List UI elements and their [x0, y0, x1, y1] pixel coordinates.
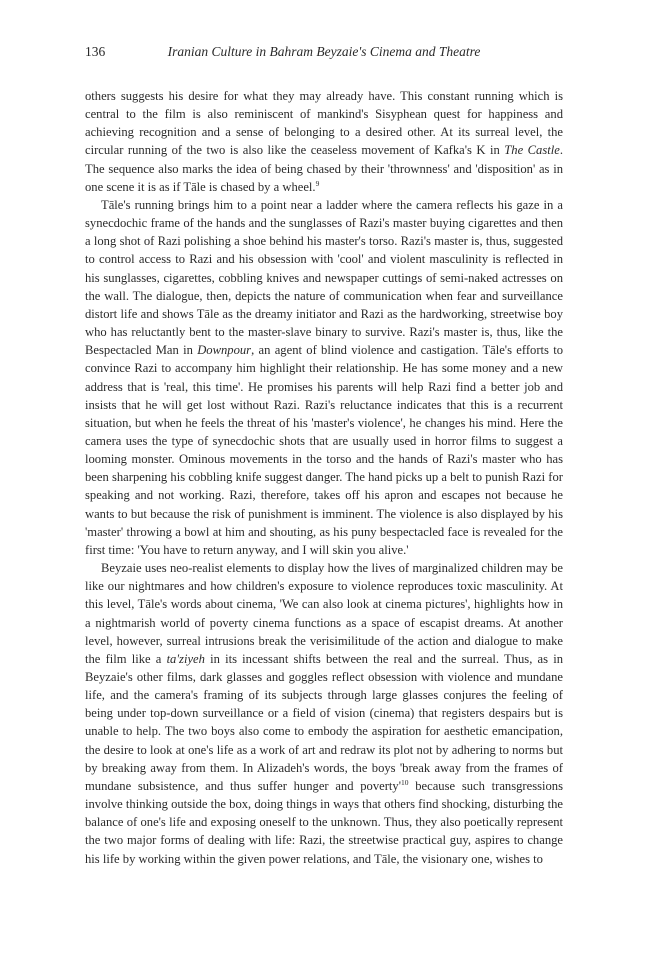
paragraph [85, 87, 563, 196]
italic-title: Downpour [197, 343, 252, 358]
text-run: Tāle's running brings him to a point near a ladder where the camera reflects his gaze in a synecdochic frame of the hands and the sunglasses of Razi's master buying cigarettes and then a long shot of Razi polishing a shoe behind his master's torso. Razi's master is, thus, suggested to control access to Razi and his obsession with 'cool' and violent masculinity is reflected in his sunglasses, cigarettes, cobbling knives and newspaper cuttings of semi-naked actresses on the wall. The dialogue, then, depicts the nature of communication when fear and surveillance distort life and shows Tāle as the dreamy initiator and Razi as the hardworking, streetwise boy who has reluctantly bent to the master-slave binary to survive. Razi's master is, thus, like the Bespectacled Man in [85, 197, 563, 358]
text-run: in its incessant shifts between the real and the surreal. Thus, as in Beyzaie's other films, dark glasses and goggles reflect obsession with violence and mundane life, and the camera's framing of its subjects through large glasses conjures the feeling of being under top-down surveillance or a field of vision (cinema) that registers despairs but is unable to help. The two boys also come to embody the aspiration for aesthetic emancipation, the desire to look at one's life as a work of art and redraw its plot not by adhering to norms but by breaking away from them. In Alizadeh's words, the boys 'break away from the frames of mundane subsistence, and thus suffer hunger and poverty' [85, 651, 563, 793]
page-number: 136 [85, 44, 106, 59]
footnote-marker: 9 [315, 178, 320, 188]
paragraph [85, 196, 563, 559]
paragraph [85, 559, 563, 868]
text-run: Beyzaie uses neo-realist elements to display how the lives of marginalized children may be like our nightmares and how children's exposure to violence reproduces toxic masculinity. At this level, Tāle's words about cinema, 'We can also look at cinema pictures', highlights how in a nightmarish world of poverty cinema functions as a space of escapist dreams. At another level, however, surreal intrusions break the verisimilitude of the action and dialogue to make the film like a [85, 561, 563, 666]
text-run: because such transgressions involve thinking outside the box, doing things in ways that others find shocking, disturbing the balance of one's life and exposing oneself to the unknown. Thus, they also poetically represent the two major forms of dealing with life: Razi, the streetwise practical guy, aspires to change his life by working within the given power relations, and Tāle, the visionary one, wishes to [85, 778, 563, 866]
italic-title: The Castle [504, 143, 560, 158]
text-run: others suggests his desire for what they may already have. This constant running which is central to the film is also reminiscent of mankind's Sisyphean quest for happiness and achieving recognition and a sense of belonging to a desired other. At its surreal level, the circular running of the two is also like the ceaseless movement of Kafka's K in [85, 89, 563, 158]
body-text [85, 87, 563, 868]
text-run: , an agent of blind violence and castigation. Tāle's efforts to convince Razi to accompany him highlight their relationship. He has some money and a new address that is 'real, this time'. He promises his parents will help Razi find a better job and insists that he will get lost without Razi. Razi's reluctance indicates that this is a recurrent situation, but when he feels the threat of his 'master's violence', he changes his mind. Here the camera uses the type of synecdochic shots that are usually used in horror films to suggest a looming monster. Ominous movements in the torso and the hands of Razi's master who has been sharpening his cobbling knife suggest danger. The hand picks up a belt to punish Razi for speaking and not working. Razi, therefore, takes off his apron and escapes not because he wants to but because the risk of punishment is imminent. The violence is also displayed by his 'master' throwing a bowl at him and shouting, as his puny bespectacled face is revealed for the first time: 'You have to return anyway, and I will skin you alive.' [85, 343, 564, 557]
running-title: Iranian Culture in Bahram Beyzaie's Cinema and Theatre [167, 44, 481, 59]
footnote-marker: 10 [401, 777, 409, 787]
italic-title: ta'ziyeh [166, 651, 205, 666]
text-run: . The sequence also marks the idea of being chased by their 'thrownness' and 'disposition' as in one scene it is as if Tāle is chased by a wheel. [85, 143, 563, 194]
